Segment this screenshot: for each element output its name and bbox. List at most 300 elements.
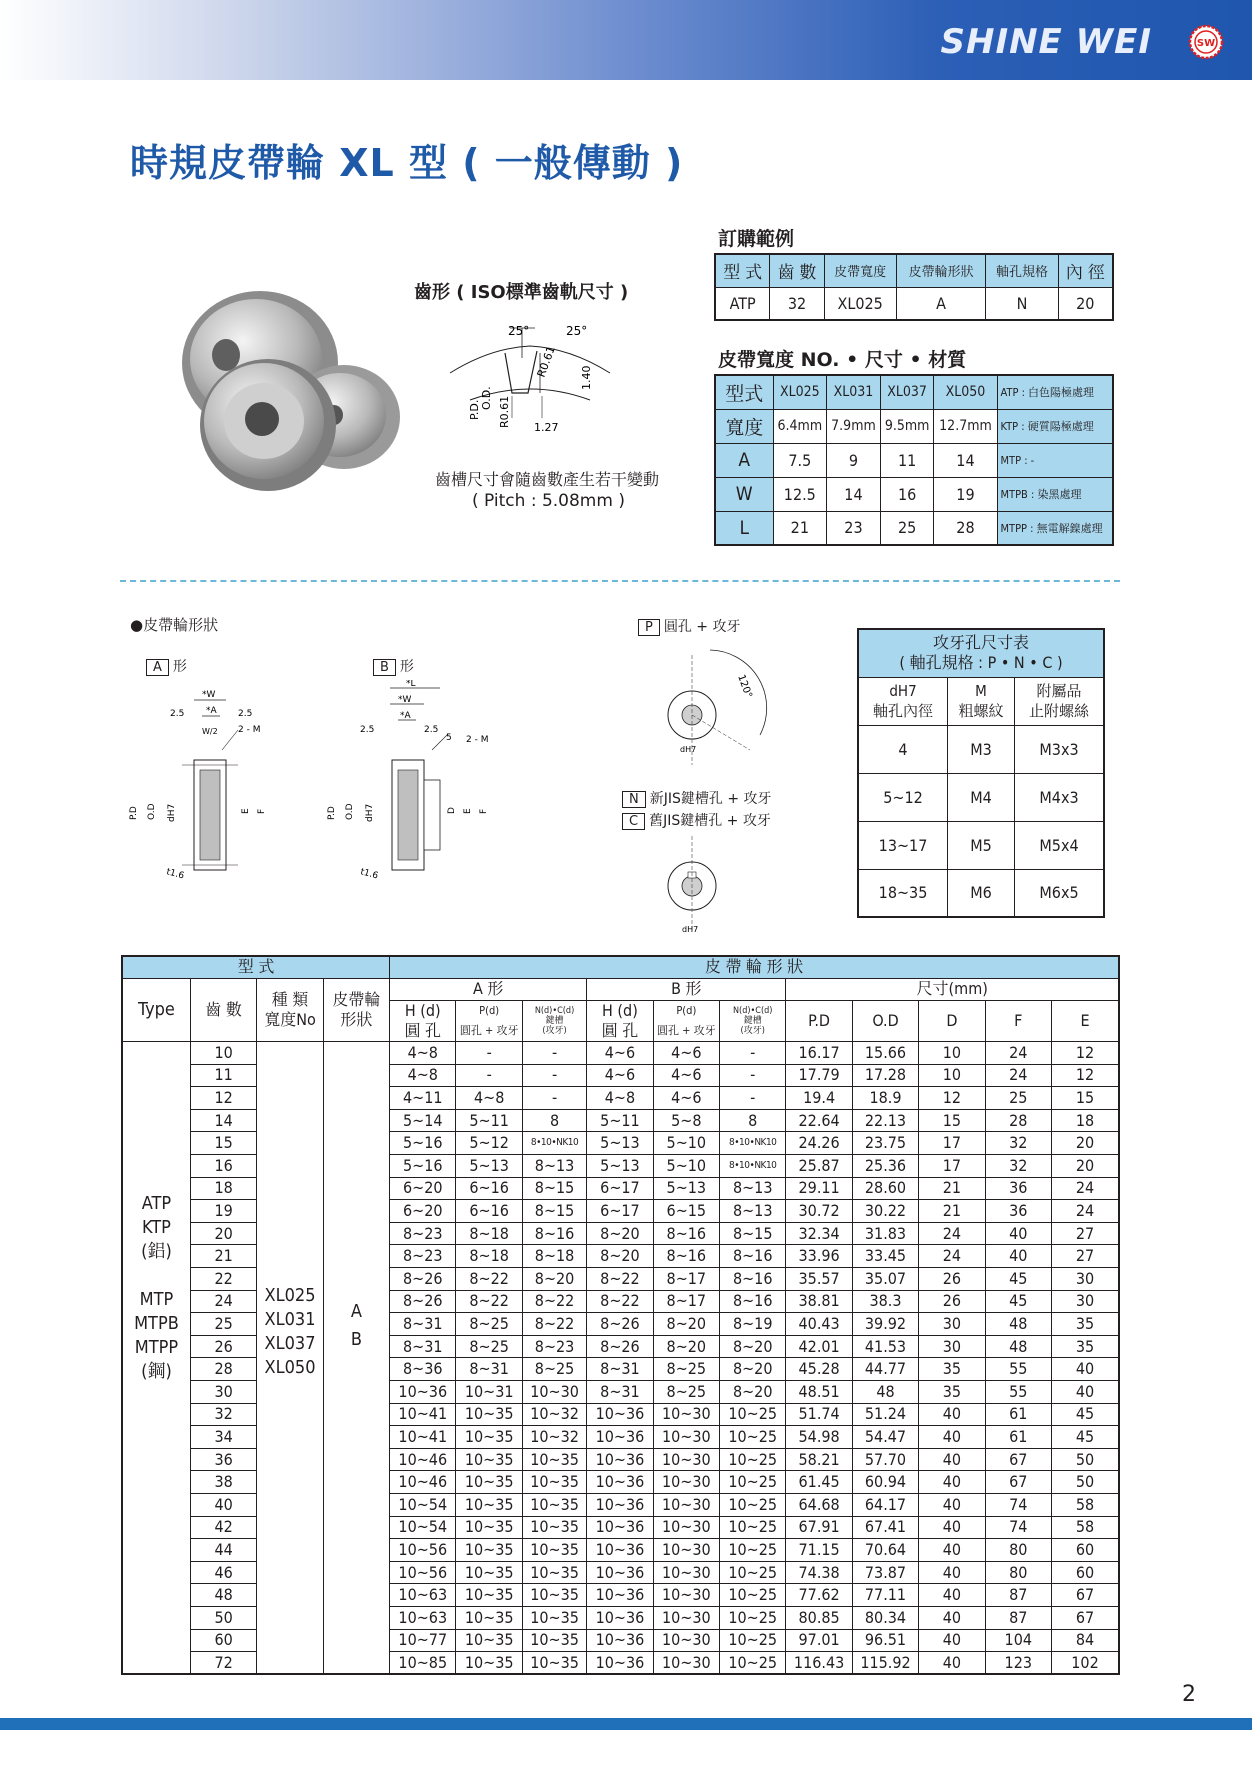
data-cell: 10~35: [522, 1493, 586, 1516]
data-cell: 58.21: [786, 1448, 852, 1471]
data-cell: -: [720, 1064, 786, 1087]
data-cell: 10~85: [390, 1652, 456, 1675]
header-hd-b: H (d) 圓 孔: [587, 1001, 653, 1042]
thread-row: [858, 725, 1104, 773]
angle-left-label: 25°: [508, 324, 530, 338]
dim-s25-b-left: 2.5: [360, 725, 375, 735]
data-cell: 10~30: [653, 1448, 719, 1471]
data-cell: 18: [1051, 1109, 1119, 1132]
dim-dh7-b: dH7: [365, 803, 375, 822]
teeth-cell: 42: [190, 1516, 256, 1539]
shape-title: ●皮帶輪形狀: [130, 616, 219, 634]
data-cell: 10~54: [390, 1493, 456, 1516]
bore-p-label: [638, 616, 740, 636]
data-cell: 30: [1051, 1268, 1119, 1291]
data-cell: 20: [1051, 1155, 1119, 1178]
data-cell: 26: [919, 1268, 985, 1291]
thread-cell: M4: [948, 773, 1015, 821]
data-cell: 8~25: [522, 1358, 586, 1381]
teeth-cell: 32: [190, 1403, 256, 1426]
data-cell: 10~30: [653, 1493, 719, 1516]
header-b-shape: B 形: [587, 978, 786, 1001]
spec-cell: 12.7mm: [934, 409, 997, 443]
data-cell: 32: [985, 1155, 1051, 1178]
data-cell: 80: [985, 1539, 1051, 1562]
data-cell: 4~11: [390, 1087, 456, 1110]
data-cell: 42.01: [786, 1335, 852, 1358]
thread-cell: M4x3: [1014, 773, 1104, 821]
data-cell: 4~8: [390, 1064, 456, 1087]
spec-cell: XL050: [934, 375, 997, 409]
data-cell: 5~8: [653, 1109, 719, 1132]
data-cell: 84: [1051, 1629, 1119, 1652]
data-cell: 54.98: [786, 1426, 852, 1449]
data-cell: 80.85: [786, 1606, 852, 1629]
dim-s25-right: 2.5: [238, 709, 253, 719]
pulley-dimension-table: [121, 955, 1120, 1675]
data-cell: 10~36: [587, 1629, 653, 1652]
data-cell: 8~31: [456, 1358, 522, 1381]
order-value: XL025: [824, 287, 896, 320]
data-cell: 74: [985, 1516, 1051, 1539]
data-cell: 40: [919, 1539, 985, 1562]
teeth-cell: 18: [190, 1177, 256, 1200]
teeth-cell: 22: [190, 1268, 256, 1291]
kind-line: XL025: [264, 1285, 316, 1307]
spec-row-label: 寬度: [715, 409, 773, 443]
data-cell: 10~30: [653, 1426, 719, 1449]
data-cell: 10~35: [456, 1471, 522, 1494]
data-cell: 10~35: [456, 1403, 522, 1426]
data-cell: -: [456, 1042, 522, 1065]
data-cell: 40: [919, 1561, 985, 1584]
data-cell: 10~25: [720, 1629, 786, 1652]
data-cell: 45: [985, 1268, 1051, 1291]
dim-pd: P.D: [129, 806, 139, 820]
tooth-profile-diagram: [440, 318, 620, 448]
data-cell: 87: [985, 1606, 1051, 1629]
data-cell: 8~26: [390, 1268, 456, 1291]
thread-row: [858, 869, 1104, 917]
r-bottom-label: R0.61: [498, 395, 511, 428]
spec-cell: 25: [880, 511, 934, 545]
teeth-cell: 60: [190, 1629, 256, 1652]
data-cell: 40: [919, 1403, 985, 1426]
kind-line: XL031: [264, 1309, 316, 1331]
data-cell: 8~13: [720, 1177, 786, 1200]
spec-title: 皮帶寬度 NO. • 尺寸 • 材質: [718, 349, 967, 371]
data-cell: 22.64: [786, 1109, 852, 1132]
data-cell: 10~35: [456, 1516, 522, 1539]
data-cell: 41.53: [852, 1335, 918, 1358]
data-cell: 38.81: [786, 1290, 852, 1313]
data-cell: 50: [1051, 1448, 1119, 1471]
spec-material: KTP : 硬質陽極處理: [997, 409, 1113, 443]
order-header: 內 徑: [1058, 254, 1113, 287]
data-cell: 67: [985, 1471, 1051, 1494]
data-cell: 35: [919, 1358, 985, 1381]
teeth-cell: 46: [190, 1561, 256, 1584]
data-cell: 32.34: [786, 1222, 852, 1245]
od-label: O.D.: [480, 386, 493, 410]
data-cell: 10~35: [456, 1448, 522, 1471]
data-cell: 10~25: [720, 1584, 786, 1607]
thread-cell: M6x5: [1014, 869, 1104, 917]
bore-c-label: [622, 810, 771, 830]
data-cell: 8~20: [720, 1381, 786, 1404]
data-cell: 48: [985, 1313, 1051, 1336]
data-cell: 6~20: [390, 1200, 456, 1223]
data-cell: 8~19: [720, 1313, 786, 1336]
data-cell: 40: [919, 1448, 985, 1471]
type-line: ATP: [141, 1193, 172, 1215]
thread-title-1: 攻牙孔尺寸表: [932, 633, 1029, 653]
data-cell: 25.36: [852, 1155, 918, 1178]
spec-material: MTPP : 無電解鎳處理: [997, 511, 1113, 545]
dim-a: *A: [206, 706, 217, 716]
data-cell: 96.51: [852, 1629, 918, 1652]
data-cell: 8~31: [390, 1335, 456, 1358]
data-cell: 24: [1051, 1200, 1119, 1223]
width-label: 1.27: [534, 421, 559, 434]
data-cell: 70.64: [852, 1539, 918, 1562]
header-nc-a: N(d)•C(d) 鍵槽 (攻牙): [522, 1001, 586, 1042]
data-cell: 40: [985, 1245, 1051, 1268]
data-cell: 35: [919, 1381, 985, 1404]
bore-n-label: [622, 788, 772, 808]
spec-cell: 14: [934, 443, 997, 477]
dim-l: *L: [406, 680, 416, 689]
data-cell: 40: [919, 1493, 985, 1516]
data-cell: 61.45: [786, 1471, 852, 1494]
data-cell: 35: [1051, 1335, 1119, 1358]
bore-p-dh7: dH7: [680, 745, 697, 754]
data-cell: 24.26: [786, 1132, 852, 1155]
data-cell: -: [720, 1042, 786, 1065]
thread-row: [858, 773, 1104, 821]
bore-angle: 120°: [735, 673, 754, 700]
header-col-f: F: [985, 1001, 1051, 1042]
dim-w2: W/2: [202, 727, 218, 736]
belt-width-spec-table: [714, 374, 1114, 546]
data-cell: 10~31: [456, 1381, 522, 1404]
brand-name: SHINE WEI: [940, 22, 1152, 62]
dim-a-b: *A: [400, 711, 411, 721]
data-cell: 116.43: [786, 1652, 852, 1675]
data-cell: 10~36: [587, 1403, 653, 1426]
data-cell: 40: [985, 1222, 1051, 1245]
type-line: MTP: [139, 1289, 174, 1311]
data-cell: 10~36: [587, 1516, 653, 1539]
data-cell: 8~20: [587, 1245, 653, 1268]
data-cell: 5~13: [587, 1155, 653, 1178]
spec-cell: 16: [880, 477, 934, 511]
spec-cell: 23: [827, 511, 881, 545]
data-cell: 10~25: [720, 1493, 786, 1516]
data-cell: 64.68: [786, 1493, 852, 1516]
bore-n-box: N: [622, 791, 646, 808]
dim-e-b: E: [463, 808, 473, 814]
data-cell: 18.9: [852, 1087, 918, 1110]
shape-cell: [323, 1042, 389, 1675]
type-line: [123, 1264, 190, 1288]
header-hd-a: H (d) 圓 孔: [390, 1001, 456, 1042]
data-cell: 8~15: [720, 1222, 786, 1245]
data-cell: 60.94: [852, 1471, 918, 1494]
data-cell: 8~22: [587, 1290, 653, 1313]
dim-od-b: O.D: [345, 803, 355, 820]
data-cell: 8~15: [522, 1177, 586, 1200]
dim-s5: 5: [446, 733, 452, 743]
data-cell: 40.43: [786, 1313, 852, 1336]
data-cell: 40: [1051, 1381, 1119, 1404]
data-cell: 5~12: [456, 1132, 522, 1155]
spec-cell: 7.9mm: [827, 409, 881, 443]
data-cell: 8~17: [653, 1268, 719, 1291]
data-cell: 10~41: [390, 1426, 456, 1449]
data-cell: 10~35: [456, 1493, 522, 1516]
data-cell: 67.41: [852, 1516, 918, 1539]
data-cell: 21: [919, 1200, 985, 1223]
data-cell: 55: [985, 1358, 1051, 1381]
data-cell: 8: [522, 1109, 586, 1132]
dim-m-b: 2 - M: [466, 735, 489, 745]
thread-cell: M3: [948, 725, 1015, 773]
data-cell: 6~17: [587, 1200, 653, 1223]
teeth-cell: 44: [190, 1539, 256, 1562]
teeth-cell: 26: [190, 1335, 256, 1358]
data-cell: 30.22: [852, 1200, 918, 1223]
data-cell: 10~30: [653, 1561, 719, 1584]
tooth-pitch: ( Pitch : 5.08mm ): [472, 491, 625, 511]
header-col-od: O.D: [852, 1001, 918, 1042]
bore-c-box: C: [622, 813, 645, 830]
teeth-cell: 15: [190, 1132, 256, 1155]
data-cell: 10~25: [720, 1426, 786, 1449]
data-cell: 8~20: [653, 1313, 719, 1336]
data-cell: 74: [985, 1493, 1051, 1516]
data-cell: 8~16: [720, 1290, 786, 1313]
dim-w: *W: [202, 690, 216, 700]
data-cell: 104: [985, 1629, 1051, 1652]
data-cell: 8~25: [653, 1381, 719, 1404]
data-cell: 10~30: [653, 1539, 719, 1562]
teeth-cell: 38: [190, 1471, 256, 1494]
spec-cell: XL037: [880, 375, 934, 409]
spec-cell: 21: [773, 511, 827, 545]
kind-cell: [257, 1042, 323, 1675]
data-cell: 27: [1051, 1245, 1119, 1268]
data-cell: 5~11: [456, 1109, 522, 1132]
spec-cell: 6.4mm: [773, 409, 827, 443]
data-cell: 10~63: [390, 1606, 456, 1629]
data-cell: 60: [1051, 1539, 1119, 1562]
pd-label: P.D.: [468, 399, 481, 420]
data-cell: 8~31: [587, 1358, 653, 1381]
data-cell: 10~35: [522, 1652, 586, 1675]
dim-m: 2 - M: [238, 725, 261, 735]
data-cell: 28.60: [852, 1177, 918, 1200]
bore-p-text: 圓孔 + 攻牙: [663, 619, 741, 635]
type-line: KTP: [142, 1217, 171, 1239]
data-cell: 8~16: [720, 1268, 786, 1291]
data-cell: 12: [919, 1087, 985, 1110]
data-cell: 10: [919, 1064, 985, 1087]
data-cell: 8~15: [522, 1200, 586, 1223]
shape-a-diagram: [122, 680, 302, 890]
bore-nc-diagram: [650, 836, 750, 936]
data-cell: 8~26: [390, 1290, 456, 1313]
data-cell: 8~20: [522, 1268, 586, 1291]
data-cell: 10~30: [653, 1516, 719, 1539]
data-cell: 58: [1051, 1516, 1119, 1539]
dim-od: O.D: [147, 803, 157, 820]
data-cell: 4~6: [587, 1042, 653, 1065]
thread-title: [858, 629, 1104, 677]
data-cell: 60: [1051, 1561, 1119, 1584]
data-cell: 8~25: [456, 1313, 522, 1336]
data-cell: 8•10•NK10: [720, 1132, 786, 1155]
dim-dh7: dH7: [167, 803, 177, 822]
dim-t-b: t1.6: [359, 867, 380, 882]
height-label: 1.40: [580, 365, 593, 390]
data-cell: 40: [919, 1584, 985, 1607]
data-cell: 24: [985, 1042, 1051, 1065]
data-cell: 6~16: [456, 1177, 522, 1200]
thread-cell: M5x4: [1014, 821, 1104, 869]
data-cell: 10~25: [720, 1403, 786, 1426]
order-header: 型 式: [715, 254, 770, 287]
data-cell: 10~36: [587, 1539, 653, 1562]
data-cell: 64.17: [852, 1493, 918, 1516]
data-cell: 8~18: [456, 1222, 522, 1245]
data-cell: 10~25: [720, 1652, 786, 1675]
data-cell: 4~8: [587, 1087, 653, 1110]
kind-line: XL037: [264, 1333, 316, 1355]
teeth-cell: 11: [190, 1064, 256, 1087]
data-cell: 8~16: [720, 1245, 786, 1268]
type-line: MTPP: [134, 1337, 179, 1359]
thread-cell: 4: [858, 725, 948, 773]
data-cell: 67: [1051, 1606, 1119, 1629]
dim-f-b: F: [479, 808, 489, 814]
data-cell: 4~8: [390, 1042, 456, 1065]
data-cell: 39.92: [852, 1313, 918, 1336]
teeth-cell: 25: [190, 1313, 256, 1336]
spec-cell: XL025: [773, 375, 827, 409]
data-cell: 8~20: [653, 1335, 719, 1358]
spec-cell: 19: [934, 477, 997, 511]
data-cell: 73.87: [852, 1561, 918, 1584]
data-cell: 10~35: [456, 1426, 522, 1449]
data-cell: 8~26: [587, 1313, 653, 1336]
data-cell: 10~35: [456, 1652, 522, 1675]
shape-line: B: [350, 1329, 362, 1351]
data-cell: 10~25: [720, 1561, 786, 1584]
data-cell: 10~35: [522, 1561, 586, 1584]
data-cell: 38.3: [852, 1290, 918, 1313]
dim-s25-left: 2.5: [170, 709, 185, 719]
data-cell: 10~35: [456, 1561, 522, 1584]
data-cell: 24: [985, 1064, 1051, 1087]
data-cell: 123: [985, 1652, 1051, 1675]
shape-b-box: B: [373, 659, 396, 676]
data-cell: 10~35: [456, 1584, 522, 1607]
order-title: 訂購範例: [718, 228, 795, 250]
data-cell: 8~20: [720, 1358, 786, 1381]
order-value: N: [986, 287, 1058, 320]
type-line: MTPB: [134, 1313, 179, 1335]
spec-row-label: A: [715, 443, 773, 477]
spec-cell: 7.5: [773, 443, 827, 477]
data-cell: 10~54: [390, 1516, 456, 1539]
data-cell: 24: [1051, 1177, 1119, 1200]
header-size: 尺寸(mm): [786, 978, 1119, 1001]
teeth-cell: 16: [190, 1155, 256, 1178]
data-cell: 6~17: [587, 1177, 653, 1200]
data-cell: 8~22: [456, 1290, 522, 1313]
data-cell: 6~15: [653, 1200, 719, 1223]
data-cell: 10~30: [653, 1652, 719, 1675]
data-cell: 10~35: [522, 1516, 586, 1539]
data-cell: 30.72: [786, 1200, 852, 1223]
header-kind: 種 類 寬度No: [257, 978, 323, 1042]
data-cell: 40: [919, 1652, 985, 1675]
data-cell: 17: [919, 1132, 985, 1155]
shape-line: A: [350, 1301, 362, 1323]
data-cell: 10~25: [720, 1448, 786, 1471]
data-cell: 8~20: [587, 1222, 653, 1245]
data-cell: 67.91: [786, 1516, 852, 1539]
data-cell: 6~16: [456, 1200, 522, 1223]
spec-cell: 11: [880, 443, 934, 477]
teeth-cell: 10: [190, 1042, 256, 1065]
data-cell: 45.28: [786, 1358, 852, 1381]
data-cell: 8~26: [587, 1335, 653, 1358]
data-cell: 36: [985, 1200, 1051, 1223]
header-nc-b: N(d)•C(d) 鍵槽 (攻牙): [720, 1001, 786, 1042]
data-cell: 10~36: [587, 1652, 653, 1675]
thread-cell: 18~35: [858, 869, 948, 917]
data-cell: 45: [985, 1290, 1051, 1313]
kind-line: XL050: [264, 1357, 316, 1379]
teeth-cell: 20: [190, 1222, 256, 1245]
data-cell: 15: [1051, 1087, 1119, 1110]
dim-s25-b-right: 2.5: [424, 725, 439, 735]
order-example-table: [714, 253, 1114, 321]
thread-size-table: [857, 628, 1105, 918]
data-cell: 10~30: [653, 1403, 719, 1426]
header-col-pd: P.D: [786, 1001, 852, 1042]
data-cell: 10~32: [522, 1426, 586, 1449]
teeth-cell: 30: [190, 1381, 256, 1404]
data-cell: 10~25: [720, 1606, 786, 1629]
data-cell: 10~36: [587, 1561, 653, 1584]
data-cell: 4~6: [653, 1042, 719, 1065]
data-cell: 8~36: [390, 1358, 456, 1381]
data-cell: 10~25: [720, 1539, 786, 1562]
teeth-cell: 28: [190, 1358, 256, 1381]
data-cell: 40: [919, 1471, 985, 1494]
teeth-cell: 34: [190, 1426, 256, 1449]
data-cell: 10~36: [587, 1471, 653, 1494]
dim-d-b: D: [447, 807, 457, 814]
data-cell: 8~25: [456, 1335, 522, 1358]
shape-b-diagram: [320, 680, 510, 890]
shape-a-label: [146, 656, 187, 676]
data-cell: 10~36: [587, 1448, 653, 1471]
data-cell: 74.38: [786, 1561, 852, 1584]
